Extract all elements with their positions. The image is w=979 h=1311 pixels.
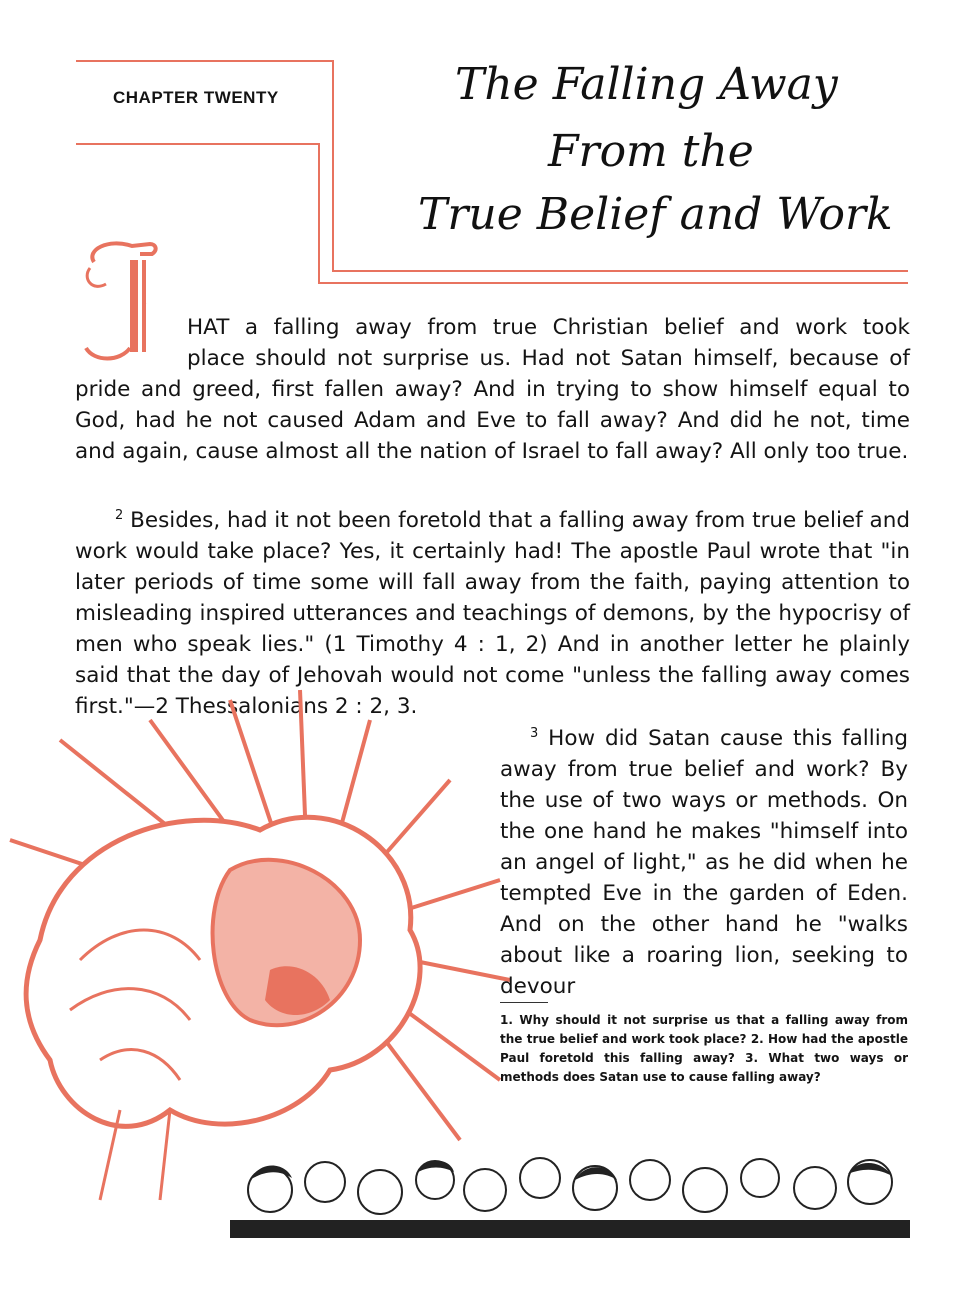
study-questions-footnote: 1. Why should it not surprise us that a falling away from the true belief and work took place? 2. How had the apostle Paul foretold this falling away? 3. What two ways or methods does Satan use to cause falling away?	[500, 1013, 908, 1084]
dropcap-text: T	[146, 304, 147, 305]
frame-rule-mid	[76, 143, 320, 145]
paragraph-1-rest: pride and greed, first fallen away? And in trying to show himself equal to God, had he not caused Adam and Eve to fall away? And did he not, time and again, cause almost all the nation of Israel to fall away? All only too true.	[75, 377, 910, 464]
paragraph-2-number: 2	[115, 508, 124, 523]
chapter-label: CHAPTER TWENTY	[113, 88, 279, 107]
paragraph-3	[500, 718, 908, 1002]
frame-rule-right-upper	[332, 60, 334, 145]
paragraph-1-line-2: place should not surprise us. Had not Satan himself, because of	[187, 346, 910, 371]
paragraph-1-line-1: HAT a falling away from true Christian belief and work took	[187, 315, 910, 340]
frame-rule-vertical-inner	[332, 143, 334, 271]
crowd-illustration	[230, 1120, 910, 1238]
paragraph-3-number: 3	[530, 726, 539, 741]
frame-rule-top	[76, 60, 334, 62]
paragraph-2-text: Besides, had it not been foretold that a falling away from true belief and work would take place? Yes, it certainly had! The apostle Paul wrote that "in later periods of time some will fall away from the faith, paying attention to misleading inspired utterances and teachings of demons, by the hypocrisy of men who speak lies." (1 Timothy 4 : 1, 2) And in another letter he plainly said that the day of Jehovah would not come "unless the falling away comes first."—2 Thessalonians 2 : 2, 3.	[75, 508, 910, 720]
chapter-title-line-2: From the	[548, 126, 754, 177]
frame-rule-bottom-inner	[332, 270, 908, 272]
chapter-title-line-1: The Falling Away	[455, 59, 838, 110]
footnote-rule	[500, 1002, 548, 1003]
chapter-title-line-3: True Belief and Work	[418, 189, 893, 240]
paragraph-1	[75, 312, 910, 467]
frame-rule-left-vertical	[318, 143, 320, 283]
paragraph-3-text: How did Satan cause this falling away from true belief and work? By the use of two ways or methods. On the one hand he makes "himself into an angel of light," as he did when he tempted Eve in the garden of Eden. And on the other hand he "walks about like a roaring lion, seeking to devour	[500, 726, 908, 1000]
frame-rule-bottom-outer	[318, 282, 908, 284]
